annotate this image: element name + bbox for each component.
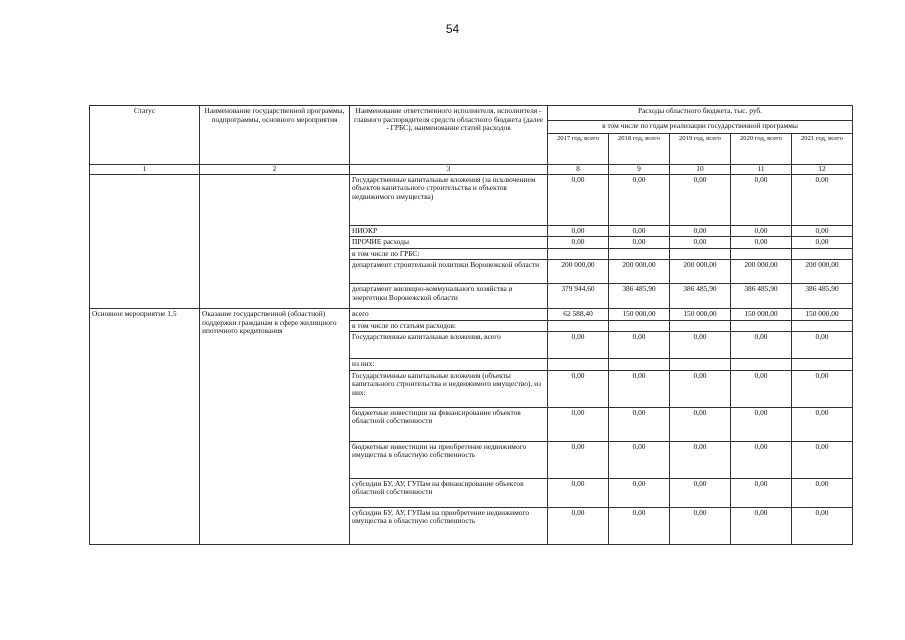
year-value-cell: 150 000,00 [609, 309, 670, 321]
year-value-cell [609, 320, 670, 332]
row-label: всего [350, 309, 548, 321]
row-label: бюджетные инвестиции на приобретение недвижимого имущества в областную собственность [350, 441, 548, 478]
table-body [90, 165, 853, 545]
header-program-name: Наименование государственной программы, подпрограммы, основного мероприятия [200, 106, 350, 165]
year-value-cell: 150 000,00 [670, 309, 731, 321]
year-value-cell [792, 320, 853, 332]
year-value-cell: 386 485,90 [731, 284, 792, 309]
year-value-cell: 0,00 [670, 441, 731, 478]
year-value-cell: 0,00 [792, 225, 853, 237]
header-year: 2021 год, всего [792, 134, 853, 165]
column-number: 12 [792, 165, 853, 175]
year-value-cell: 0,00 [731, 441, 792, 478]
year-value-cell [548, 248, 609, 260]
year-value-cell: 0,00 [609, 332, 670, 359]
column-number: 1 [90, 165, 200, 175]
year-value-cell: 0,00 [731, 507, 792, 544]
row-label: субсидии БУ, АУ, ГУПам на приобретение недвижимого имущества в областную собственность [350, 507, 548, 544]
empty-status-cell [90, 174, 200, 309]
year-value-cell: 0,00 [731, 332, 792, 359]
year-value-cell: 0,00 [548, 507, 609, 544]
year-value-cell: 386 485,90 [792, 284, 853, 309]
year-value-cell: 0,00 [548, 237, 609, 249]
column-number: 10 [670, 165, 731, 175]
year-value-cell: 0,00 [792, 441, 853, 478]
year-value-cell: 0,00 [731, 174, 792, 225]
header-year: 2020 год, всего [731, 134, 792, 165]
year-value-cell [670, 320, 731, 332]
row-label: в том числе по статьям расходов: [350, 320, 548, 332]
column-number: 9 [609, 165, 670, 175]
year-value-cell: 0,00 [731, 225, 792, 237]
header-executor: Наименование ответственного исполнителя, исполнителя - главного распорядителя средств областного бюджета (далее - ГРБС), наименование статей расходов [350, 106, 548, 165]
row-label: в том числе по ГРБС: [350, 248, 548, 260]
year-value-cell: 0,00 [609, 237, 670, 249]
year-value-cell: 0,00 [670, 507, 731, 544]
year-value-cell: 200 000,00 [792, 260, 853, 284]
year-value-cell: 0,00 [609, 174, 670, 225]
table-row [90, 174, 853, 225]
row-label: из них: [350, 359, 548, 371]
event-status: Основное мероприятие 1.5 [90, 309, 200, 545]
page-number: 54 [445, 22, 460, 36]
header-year: 2018 год, всего [609, 134, 670, 165]
year-value-cell: 0,00 [548, 478, 609, 507]
year-value-cell: 0,00 [670, 407, 731, 441]
row-label: Государственные капитальные вложения (за исключением объектов капитального строительства и объектов недвижимого имущества) [350, 174, 548, 225]
year-value-cell: 150 000,00 [792, 309, 853, 321]
year-value-cell: 200 000,00 [731, 260, 792, 284]
year-value-cell [792, 248, 853, 260]
row-label: департамент жилищно-коммунального хозяйства и энергетики Воронежской области [350, 284, 548, 309]
year-value-cell: 0,00 [792, 237, 853, 249]
year-value-cell: 386 485,90 [609, 284, 670, 309]
header-by-years: в том числе по годам реализации государственной программы [548, 121, 853, 134]
column-number: 11 [731, 165, 792, 175]
year-value-cell: 379 944,60 [548, 284, 609, 309]
year-value-cell: 0,00 [731, 478, 792, 507]
header-year: 2017 год, всего [548, 134, 609, 165]
year-value-cell: 0,00 [670, 332, 731, 359]
year-value-cell: 0,00 [609, 407, 670, 441]
table-row [90, 309, 853, 321]
year-value-cell: 0,00 [792, 174, 853, 225]
column-numbers-row [90, 165, 853, 175]
year-value-cell: 200 000,00 [670, 260, 731, 284]
year-value-cell [731, 248, 792, 260]
year-value-cell: 0,00 [792, 370, 853, 407]
column-number: 2 [200, 165, 350, 175]
column-number: 3 [350, 165, 548, 175]
year-value-cell: 0,00 [792, 478, 853, 507]
year-value-cell: 0,00 [609, 370, 670, 407]
year-value-cell [548, 359, 609, 371]
header-year: 2019 год, всего [670, 134, 731, 165]
header-status: Статус [90, 106, 200, 165]
year-value-cell: 0,00 [731, 370, 792, 407]
budget-table [89, 105, 853, 545]
row-label: Государственные капитальные вложения (объекты капитального строительства и недвижимого имущество), из них: [350, 370, 548, 407]
year-value-cell [792, 359, 853, 371]
year-value-cell: 0,00 [792, 507, 853, 544]
year-value-cell: 0,00 [670, 174, 731, 225]
year-value-cell: 0,00 [609, 225, 670, 237]
row-label: департамент строительной политики Воронежской области [350, 260, 548, 284]
year-value-cell: 0,00 [548, 370, 609, 407]
year-value-cell [731, 359, 792, 371]
year-value-cell: 0,00 [792, 332, 853, 359]
year-value-cell: 200 000,00 [548, 260, 609, 284]
year-value-cell: 0,00 [609, 441, 670, 478]
row-label: бюджетные инвестиции на финансирование объектов областной собственности [350, 407, 548, 441]
year-value-cell: 0,00 [670, 225, 731, 237]
year-value-cell: 0,00 [609, 478, 670, 507]
year-value-cell: 0,00 [609, 507, 670, 544]
year-value-cell: 0,00 [670, 370, 731, 407]
row-label: Государственные капитальные вложения, всего [350, 332, 548, 359]
year-value-cell [609, 359, 670, 371]
year-value-cell: 62 588,40 [548, 309, 609, 321]
year-value-cell: 0,00 [670, 478, 731, 507]
empty-name-cell [200, 174, 350, 309]
year-value-cell: 386 485,90 [670, 284, 731, 309]
row-label: ПРОЧИЕ расходы [350, 237, 548, 249]
row-label: субсидии БУ, АУ, ГУПам на финансирование объектов областной собственности [350, 478, 548, 507]
year-value-cell: 0,00 [548, 174, 609, 225]
year-value-cell: 0,00 [548, 441, 609, 478]
table-header [90, 106, 853, 165]
row-label: НИОКР [350, 225, 548, 237]
year-value-cell: 0,00 [548, 225, 609, 237]
column-number: 8 [548, 165, 609, 175]
year-value-cell: 150 000,00 [731, 309, 792, 321]
year-value-cell: 0,00 [731, 407, 792, 441]
year-value-cell [731, 320, 792, 332]
year-value-cell [670, 359, 731, 371]
event-name: Оказание государственной (областной) поддержки гражданам в сфере жилищного ипотечного кредитования [200, 309, 350, 545]
year-value-cell [670, 248, 731, 260]
year-value-cell: 200 000,00 [609, 260, 670, 284]
header-expenses: Расходы областного бюджета, тыс. руб. [548, 106, 853, 121]
year-value-cell: 0,00 [792, 407, 853, 441]
year-value-cell: 0,00 [548, 332, 609, 359]
year-value-cell [609, 248, 670, 260]
year-value-cell: 0,00 [548, 407, 609, 441]
year-value-cell [548, 320, 609, 332]
year-value-cell: 0,00 [731, 237, 792, 249]
year-value-cell: 0,00 [670, 237, 731, 249]
